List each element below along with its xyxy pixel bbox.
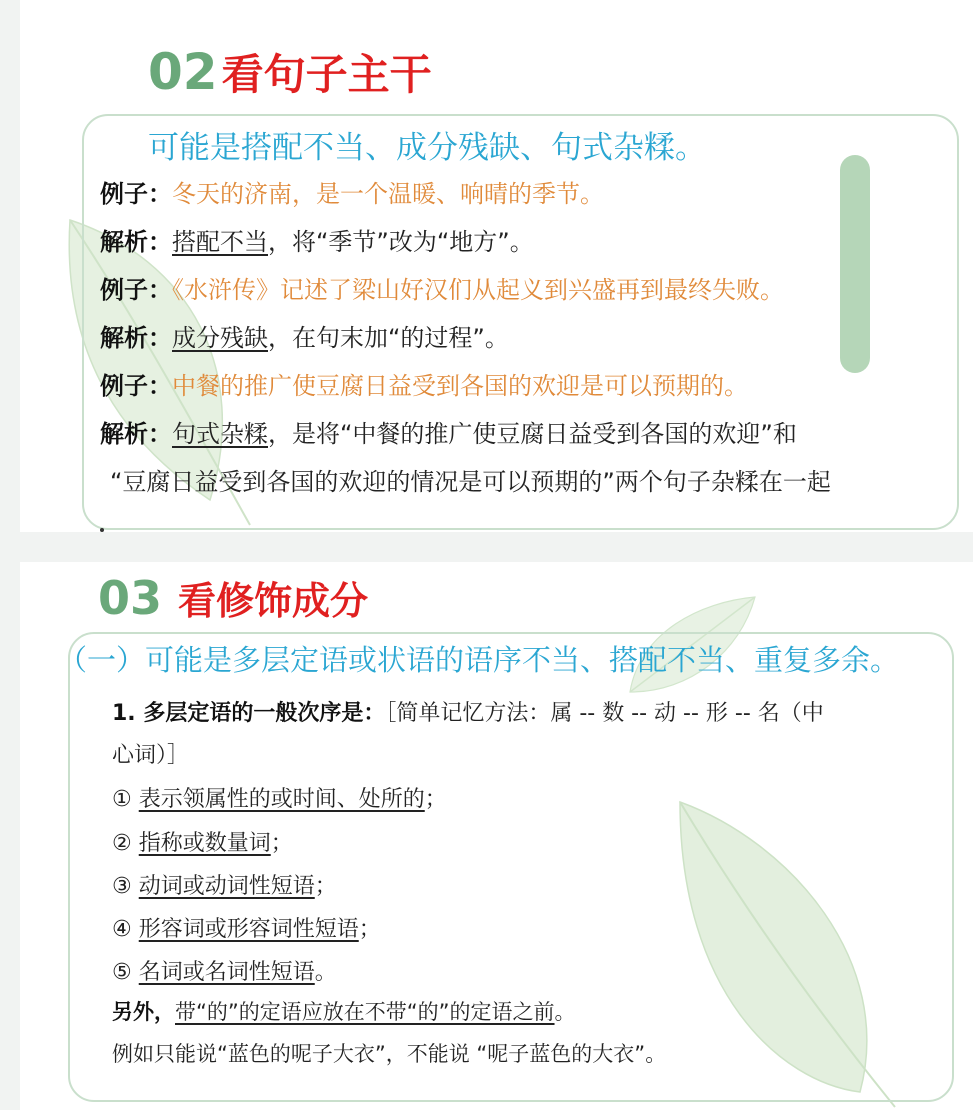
order-heading-rest: ［简单记忆方法：属 -- 数 -- 动 -- 形 -- 名（中 [385, 701, 824, 726]
scrollbar-decoration [840, 155, 870, 373]
analysis-row [100, 414, 797, 449]
bullet-dot [100, 528, 104, 532]
note-text: 带“的”的定语应放在不带“的”的定语之前 [175, 1000, 555, 1024]
order-item [112, 955, 337, 986]
item-text: 动词或动词性短语 [138, 874, 315, 899]
item-number: ① [112, 787, 132, 812]
example-row [100, 174, 604, 209]
row-label: 解析： [100, 228, 172, 256]
analysis-continuation: “豆腐日益受到各国的欢迎的情况是可以预期的”两个句子杂糅在一起 [110, 468, 831, 496]
analysis-text: ，在句末加“的过程”。 [268, 324, 509, 352]
example-line: 例如只能说“蓝色的呢子大衣”，不能说 “呢子蓝色的大衣”。 [112, 1042, 667, 1066]
section-02-subtitle: 可能是搭配不当、成分残缺、句式杂糅。 [148, 130, 706, 166]
row-label: 解析： [100, 324, 172, 352]
item-tail: ； [270, 831, 293, 856]
example-text: 中餐的推广使豆腐日益受到各国的欢迎是可以预期的。 [172, 372, 748, 400]
analysis-text: ，是将“中餐的推广使豆腐日益受到各国的欢迎”和 [268, 420, 797, 448]
analysis-row [100, 318, 509, 353]
order-item [112, 826, 293, 857]
item-number: ④ [112, 917, 132, 942]
section-03-panel [20, 562, 973, 1110]
item-number: ⑤ [112, 960, 132, 985]
item-tail: ； [358, 917, 381, 942]
item-tail: ； [424, 787, 447, 812]
item-text: 指称或数量词 [138, 831, 271, 856]
order-heading-bold: 1. 多层定语的一般次序是： [112, 701, 386, 726]
section-03-heading [98, 570, 368, 625]
analysis-keyword: 成分残缺 [172, 324, 268, 352]
example-text: 《水浒传》记述了梁山好汉们从起义到兴盛再到最终失败。 [172, 276, 784, 304]
item-text: 名词或名词性短语 [138, 960, 315, 985]
row-label: 解析： [100, 420, 172, 448]
item-number: ② [112, 831, 132, 856]
item-tail: 。 [314, 960, 337, 985]
row-label: 例子： [100, 276, 172, 304]
order-heading-line2: 心词）］ [112, 743, 190, 768]
item-tail: ； [314, 874, 337, 899]
section-02-panel [20, 0, 973, 532]
analysis-row [100, 222, 534, 257]
analysis-keyword: 搭配不当 [172, 228, 268, 256]
note-label: 另外， [112, 1000, 175, 1024]
section-02-number: 02 [148, 43, 218, 101]
section-03-number: 03 [98, 571, 163, 625]
item-number: ③ [112, 874, 132, 899]
example-row [100, 270, 784, 305]
row-label: 例子： [100, 180, 172, 208]
note-tail: 。 [554, 1000, 576, 1024]
note-line [112, 996, 576, 1026]
order-heading [112, 696, 824, 727]
order-item [112, 912, 381, 943]
order-item [112, 782, 447, 813]
item-text: 表示领属性的或时间、处所的 [138, 787, 425, 812]
order-item [112, 869, 337, 900]
analysis-text: ，将“季节”改为“地方”。 [268, 228, 534, 256]
section-03-title: 看修饰成分 [178, 579, 369, 623]
row-label: 例子： [100, 372, 172, 400]
example-row [100, 366, 748, 401]
analysis-keyword: 句式杂糅 [172, 420, 268, 448]
example-text: 冬天的济南，是一个温暖、响晴的季节。 [172, 180, 604, 208]
item-text: 形容词或形容词性短语 [138, 917, 359, 942]
section-02-title: 看句子主干 [221, 50, 432, 99]
section-02-heading [148, 42, 432, 102]
section-03-subtitle: （一）可能是多层定语或状语的语序不当、搭配不当、重复多余。 [58, 643, 900, 677]
